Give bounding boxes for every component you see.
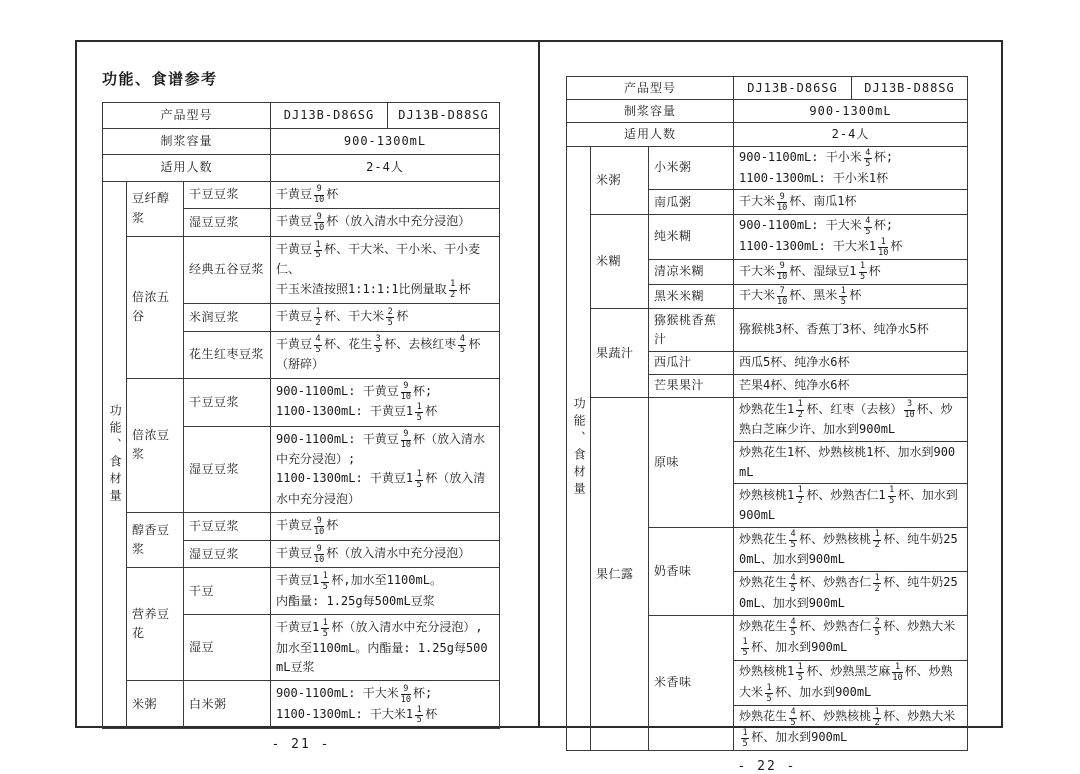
recipe-cell: 炒熟核桃1 $\frac{1}{2}$ 杯、炒熟杏仁1 $\frac{1}{5}$ 杯、加水到900mL <box>734 484 968 528</box>
subcategory-cell: 干豆豆浆 <box>184 181 271 209</box>
category-cell: 倍浓豆浆 <box>127 378 184 513</box>
subcategory-cell: 经典五谷豆浆 <box>184 236 271 303</box>
category-cell: 米粥 <box>127 681 184 729</box>
subcategory-cell: 原味 <box>649 398 734 528</box>
category-cell: 米糊 <box>591 214 649 308</box>
people-value: 2-4人 <box>271 155 500 181</box>
page-number-22: - 22 - <box>737 759 797 774</box>
recipe-cell: 干黄豆 $\frac{1}{5}$ 杯、干大米、干小米、干小麦仁、 干玉米渣按照1:1:1:1比例量取 $\frac{1}{2}$ 杯 <box>271 236 500 303</box>
subcategory-cell: 南瓜粥 <box>649 190 734 215</box>
model-d86sg: DJ13B-D86SG <box>734 77 852 100</box>
model-d86sg: DJ13B-D86SG <box>271 103 388 129</box>
recipe-cell: 炒熟花生 $\frac{4}{5}$ 杯、炒熟核桃 $\frac{1}{2}$ 杯、纯牛奶250mL、加水到900mL <box>734 528 968 572</box>
page-divider <box>538 42 540 726</box>
subcategory-cell: 湿豆 <box>184 615 271 681</box>
recipe-cell: 炒熟花生 $\frac{4}{5}$ 杯、炒熟核桃 $\frac{1}{2}$ 杯、炒熟大米 $\frac{1}{5}$ 杯、加水到900mL <box>734 705 968 750</box>
recipe-table-right <box>566 76 968 751</box>
recipe-cell: 炒熟核桃1 $\frac{1}{5}$ 杯、炒熟黑芝麻 $\frac{1}{10}$ 杯、炒熟大米 $\frac{1}{5}$ 杯、加水到900mL <box>734 660 968 705</box>
recipe-cell: 干黄豆 $\frac{9}{10}$ 杯 <box>271 181 500 209</box>
recipe-cell: 干黄豆1 $\frac{1}{5}$ 杯（放入清水中充分浸泡）,加水至1100mL。内酯量: 1.25g每500mL豆浆 <box>271 615 500 681</box>
recipe-cell: 干黄豆 $\frac{9}{10}$ 杯 <box>271 513 500 541</box>
manual-page-21 <box>102 68 500 752</box>
recipe-cell: 炒熟花生1杯、炒熟核桃1杯、加水到900mL <box>734 441 968 483</box>
subcategory-cell: 猕猴桃香蕉汁 <box>649 309 734 351</box>
product-model-label: 产品型号 <box>567 77 734 100</box>
recipe-cell: 干黄豆 $\frac{1}{2}$ 杯、干大米 $\frac{2}{5}$ 杯 <box>271 304 500 332</box>
product-model-label: 产品型号 <box>103 103 271 129</box>
category-cell: 果仁露 <box>591 398 649 751</box>
people-value: 2-4人 <box>734 123 968 146</box>
recipe-cell: 900-1100mL: 干大米 $\frac{4}{5}$ 杯; 1100-1300mL: 干大米1 $\frac{1}{10}$ 杯 <box>734 214 968 259</box>
recipe-cell: 900-1100mL: 干小米 $\frac{4}{5}$ 杯; 1100-1300mL: 干小米1杯 <box>734 146 968 190</box>
recipe-cell: 炒熟花生1 $\frac{1}{2}$ 杯、红枣（去核） $\frac{3}{10}$ 杯、炒熟白芝麻少许、加水到900mL <box>734 398 968 442</box>
capacity-value: 900-1300mL <box>271 129 500 155</box>
subcategory-cell: 花生红枣豆浆 <box>184 331 271 378</box>
model-d88sg: DJ13B-D88SG <box>852 77 968 100</box>
subcategory-cell: 奶香味 <box>649 528 734 616</box>
category-cell: 营养豆花 <box>127 568 184 681</box>
subcategory-cell: 黑米米糊 <box>649 284 734 309</box>
subcategory-cell: 干豆豆浆 <box>184 378 271 426</box>
subcategory-cell: 小米粥 <box>649 146 734 190</box>
recipe-cell: 猕猴桃3杯、香蕉丁3杯、纯净水5杯 <box>734 309 968 351</box>
page-number-21: - 21 - <box>271 737 331 753</box>
recipe-cell: 干大米 $\frac{7}{10}$ 杯、黑米 $\frac{1}{5}$ 杯 <box>734 284 968 309</box>
manual-page-22 <box>566 76 968 774</box>
recipe-table-left <box>102 102 500 729</box>
category-cell: 豆纤醇浆 <box>127 181 184 236</box>
subcategory-cell: 清凉米糊 <box>649 260 734 285</box>
recipe-cell: 炒熟花生 $\frac{4}{5}$ 杯、炒熟杏仁 $\frac{1}{2}$ 杯、纯牛奶250mL、加水到900mL <box>734 571 968 615</box>
category-cell: 醇香豆浆 <box>127 513 184 568</box>
function-ingredients-vertical-label: 功能、食材量 <box>103 181 127 729</box>
page-frame <box>75 40 1003 774</box>
subcategory-cell: 湿豆豆浆 <box>184 426 271 513</box>
subcategory-cell: 西瓜汁 <box>649 351 734 374</box>
recipe-cell: 炒熟花生 $\frac{4}{5}$ 杯、炒熟杏仁 $\frac{2}{5}$ 杯、炒熟大米 $\frac{1}{5}$ 杯、加水到900mL <box>734 615 968 660</box>
category-cell: 米粥 <box>591 146 649 214</box>
recipe-cell: 干大米 $\frac{9}{10}$ 杯、湿绿豆1 $\frac{1}{5}$ 杯 <box>734 260 968 285</box>
section-title: 功能、食谱参考 <box>102 70 218 88</box>
subcategory-cell: 纯米糊 <box>649 214 734 259</box>
function-ingredients-vertical-label: 功能、食材量 <box>567 146 591 751</box>
subcategory-cell: 芒果果汁 <box>649 374 734 397</box>
category-cell: 倍浓五谷 <box>127 236 184 378</box>
recipe-cell: 干黄豆 $\frac{9}{10}$ 杯（放入清水中充分浸泡） <box>271 540 500 568</box>
subcategory-cell: 干豆 <box>184 568 271 615</box>
recipe-cell: 900-1100mL: 干黄豆 $\frac{9}{10}$ 杯; 1100-1300mL: 干黄豆1 $\frac{1}{5}$ 杯 <box>271 378 500 426</box>
recipe-cell: 900-1100mL: 干黄豆 $\frac{9}{10}$ 杯（放入清水中充分浸泡）; 1100-1300mL: 干黄豆1 $\frac{1}{5}$ 杯（放入清水中充分浸泡） <box>271 426 500 513</box>
recipe-cell: 西瓜5杯、纯净水6杯 <box>734 351 968 374</box>
category-cell: 果蔬汁 <box>591 309 649 398</box>
subcategory-cell: 米润豆浆 <box>184 304 271 332</box>
subcategory-cell: 湿豆豆浆 <box>184 540 271 568</box>
people-label: 适用人数 <box>567 123 734 146</box>
recipe-cell: 干大米 $\frac{9}{10}$ 杯、南瓜1杯 <box>734 190 968 215</box>
recipe-cell: 干黄豆1 $\frac{1}{5}$ 杯,加水至1100mL。 内酯量: 1.25g每500mL豆浆 <box>271 568 500 615</box>
recipe-cell: 芒果4杯、纯净水6杯 <box>734 374 968 397</box>
capacity-value: 900-1300mL <box>734 100 968 123</box>
subcategory-cell: 干豆豆浆 <box>184 513 271 541</box>
people-label: 适用人数 <box>103 155 271 181</box>
capacity-label: 制浆容量 <box>103 129 271 155</box>
capacity-label: 制浆容量 <box>567 100 734 123</box>
recipe-cell: 干黄豆 $\frac{9}{10}$ 杯（放入清水中充分浸泡） <box>271 209 500 237</box>
model-d88sg: DJ13B-D88SG <box>388 103 500 129</box>
recipe-cell: 900-1100mL: 干大米 $\frac{9}{10}$ 杯; 1100-1300mL: 干大米1 $\frac{1}{5}$ 杯 <box>271 681 500 729</box>
recipe-cell: 干黄豆 $\frac{4}{5}$ 杯、花生 $\frac{3}{5}$ 杯、去核红枣 $\frac{4}{5}$ 杯 （掰碎） <box>271 331 500 378</box>
subcategory-cell: 白米粥 <box>184 681 271 729</box>
subcategory-cell: 湿豆豆浆 <box>184 209 271 237</box>
subcategory-cell: 米香味 <box>649 615 734 751</box>
